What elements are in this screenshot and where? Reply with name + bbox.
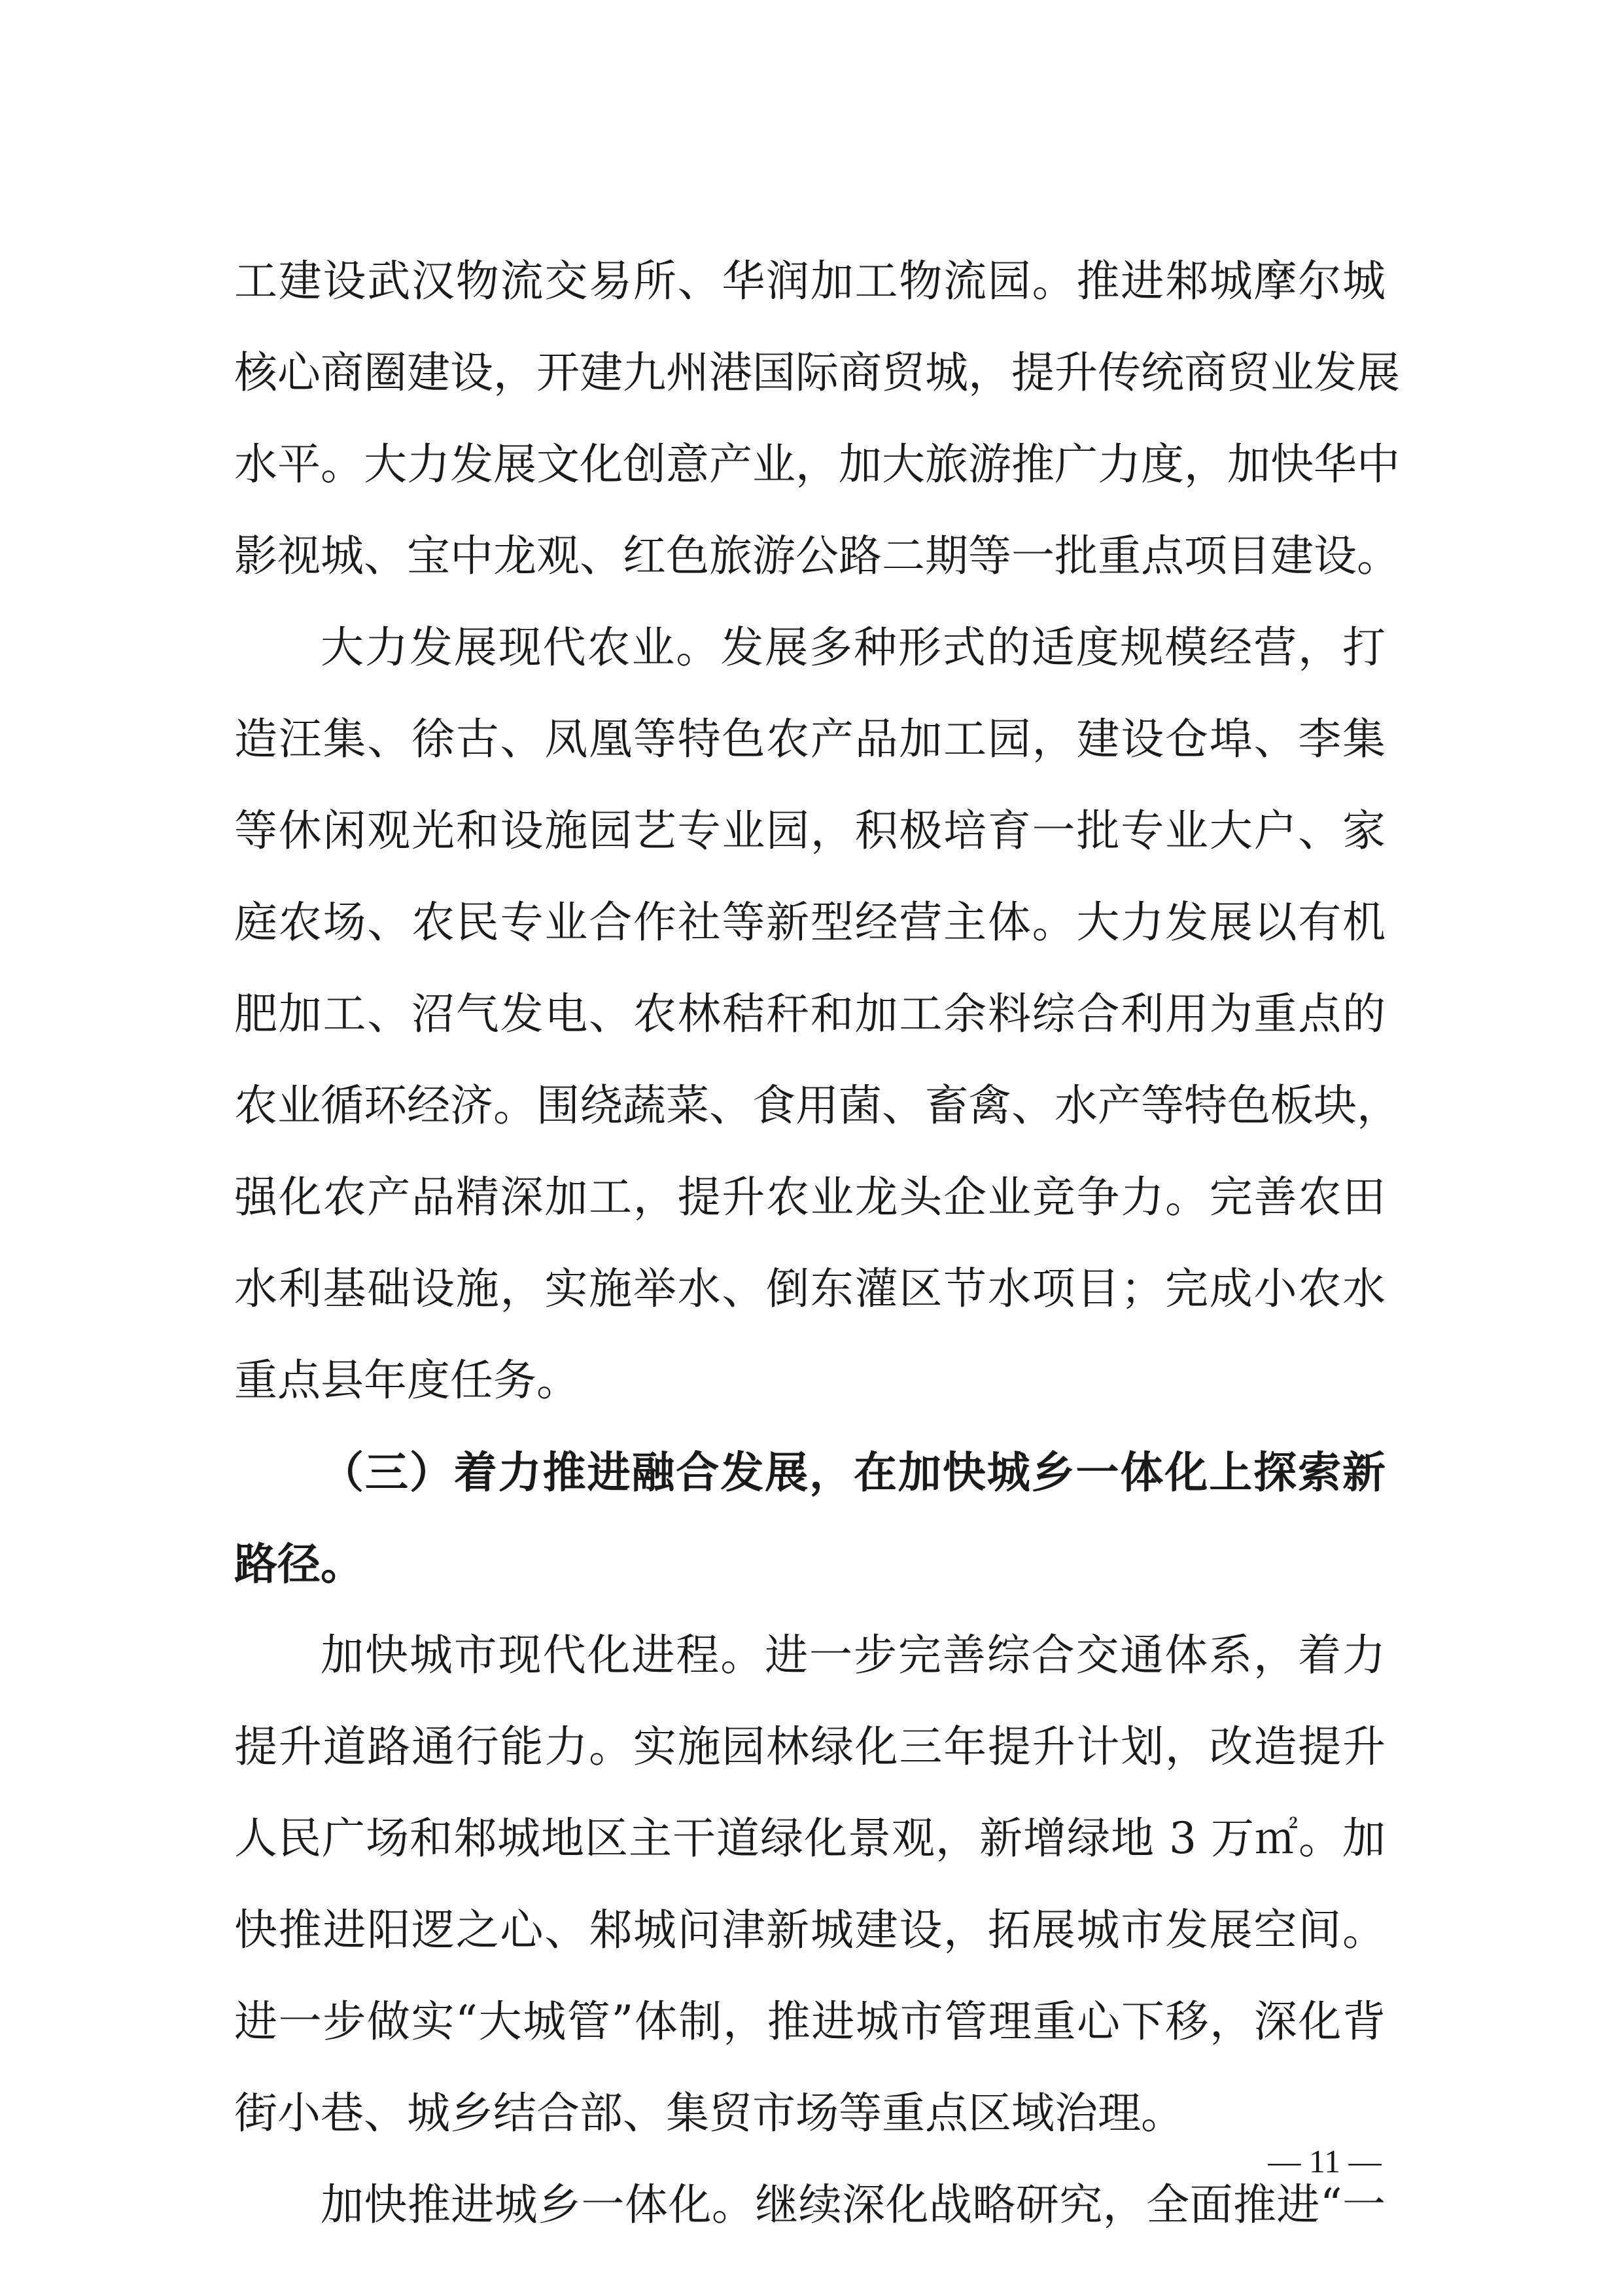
section-heading — [234, 1426, 1386, 1610]
text-line: 快推进阳逻之心、邾城问津新城建设，拓展城市发展空间。 — [234, 1905, 1386, 1955]
text-line: 强化农产品精深加工，提升农业龙头企业竞争力。完善农田 — [234, 1172, 1386, 1222]
text-line: 加快推进城乡一体化。继续深化战略研究，全面推进“一 — [321, 2180, 1386, 2230]
text-line: 影视城、宝中龙观、红色旅游公路二期等一批重点项目建设。 — [234, 531, 1400, 581]
paragraph-commerce-continuation — [234, 236, 1400, 602]
text-line: 庭农场、农民专业合作社等新型经营主体。大力发展以有机 — [234, 897, 1386, 947]
text-line: 肥加工、沼气发电、农林秸秆和加工余料综合利用为重点的 — [234, 989, 1386, 1039]
text-line: 进一步做实“大城管”体制，推进城市管理重心下移，深化背 — [234, 1996, 1386, 2047]
page-number: — 11 — — [1268, 2143, 1382, 2180]
text-line: 农业循环经济。围绕蔬菜、食用菌、畜禽、水产等特色板块， — [234, 1080, 1400, 1131]
text-line: 大力发展现代农业。发展多种形式的适度规模经营，打 — [321, 622, 1386, 673]
text-line: 造汪集、徐古、凤凰等特色农产品加工园，建设仓埠、李集 — [234, 714, 1386, 764]
text-line: 提升道路通行能力。实施园林绿化三年提升计划，改造提升 — [234, 1722, 1386, 1772]
heading-line: （三）着力推进融合发展，在加快城乡一体化上探索新 — [321, 1447, 1386, 1498]
text-line: 加快城市现代化进程。进一步完善综合交通体系，着力 — [321, 1630, 1386, 1680]
body-text — [234, 236, 1400, 2251]
text-line: 等休闲观光和设施园艺专业园，积极培育一批专业大户、家 — [234, 805, 1386, 856]
text-line: 工建设武汉物流交易所、华润加工物流园。推进邾城摩尔城 — [234, 256, 1386, 306]
text-line: 重点县年度任务。 — [234, 1355, 580, 1405]
paragraph-urban-modernization — [234, 1610, 1386, 2159]
text-line: 水平。大力发展文化创意产业，加大旅游推广力度，加快华中 — [234, 439, 1400, 489]
text-line: 街小巷、城乡结合部、集贸市场等重点区域治理。 — [234, 2088, 1184, 2138]
paragraph-urban-rural-integration — [234, 2159, 1386, 2251]
heading-line: 路径。 — [234, 1538, 364, 1589]
text-line: 人民广场和邾城地区主干道绿化景观，新增绿地 3 万㎡。加 — [234, 1813, 1386, 1863]
text-line: 水利基础设施，实施举水、倒东灌区节水项目；完成小农水 — [234, 1263, 1386, 1314]
paragraph-modern-agriculture — [234, 602, 1400, 1426]
text-line: 核心商圈建设，开建九州港国际商贸城，提升传统商贸业发展 — [234, 347, 1400, 398]
